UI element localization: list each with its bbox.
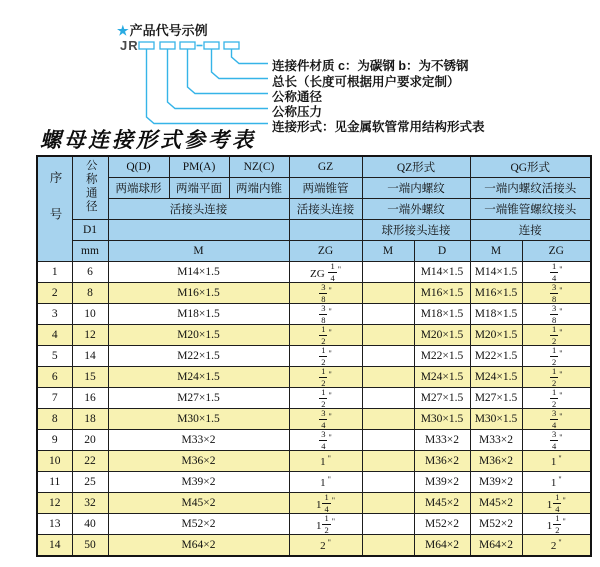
cell-qz-d: M30×1.5 [414,409,470,430]
cell-diameter-mm: 40 [72,514,108,535]
cell-diameter-mm: 22 [72,451,108,472]
cell-m-thread: M27×1.5 [108,388,289,409]
cell-qz-d: M33×2 [414,430,470,451]
table-row [37,304,591,325]
label-connection-form: 连接形式：见金属软管常用结构形式表 [272,120,485,134]
cell-serial: 8 [37,409,72,430]
header-code-pm: PM(A) [169,156,229,178]
cell-qg-m: M64×2 [470,535,522,557]
product-code-example-label: 产品代号示例 [129,23,208,38]
cell-qg-zg: 2 " [522,535,591,557]
header-left-connection: 活接头连接 [108,199,289,220]
table-row [37,325,591,346]
cell-m-thread: M30×1.5 [108,409,289,430]
cell-gz-zg: 2 " [289,535,362,557]
table-title: 螺母连接形式参考表 [40,127,256,152]
cell-qz-m [362,325,414,346]
cell-qz-d: M27×1.5 [414,388,470,409]
cell-diameter-mm: 25 [72,472,108,493]
cell-qg-zg: 1 $\frac{1}{2}$ " [522,514,591,535]
table-row [37,514,591,535]
cell-qz-d: M22×1.5 [414,346,470,367]
header-code-gz: GZ [289,156,362,178]
cell-qz-m [362,472,414,493]
cell-diameter-mm: 15 [72,367,108,388]
cell-serial: 12 [37,493,72,514]
header-diameter-label: 公称通径 [84,159,97,214]
cell-qz-m [362,304,414,325]
cell-qz-d: M64×2 [414,535,470,557]
header-code-qg: QG形式 [470,156,591,178]
header-qz-ends: 一端内螺纹 [362,178,470,199]
cell-qz-d: M52×2 [414,514,470,535]
cell-diameter-mm: 8 [72,283,108,304]
cell-qg-zg: 1 $\frac{1}{4}$ " [522,493,591,514]
cell-gz-zg: 1 " [289,451,362,472]
header-qz-ball-joint: 球形接头连接 [362,220,470,241]
cell-qg-m: M18×1.5 [470,304,522,325]
header-gz-ends: 两端锥管 [289,178,362,199]
table-row [37,388,591,409]
cell-serial: 11 [37,472,72,493]
cell-m-thread: M45×2 [108,493,289,514]
header-unit-m: M [108,241,289,262]
header-qg-connect: 连接 [470,220,591,241]
header-code-q: Q(D) [108,156,169,178]
cell-m-thread: M22×1.5 [108,346,289,367]
star-icon: ★ [117,23,129,38]
code-box-1 [139,42,154,49]
cell-serial: 1 [37,262,72,283]
cell-m-thread: M16×1.5 [108,283,289,304]
cell-qz-m [362,451,414,472]
cell-gz-zg: $\frac{1}{2}$ " [289,346,362,367]
cell-m-thread: M18×1.5 [108,304,289,325]
cell-serial: 3 [37,304,72,325]
header-code-qz: QZ形式 [362,156,470,178]
cell-gz-zg: $\frac{3}{4}$ " [289,430,362,451]
header-q-ends: 两端球形 [108,178,169,199]
cell-qz-d: M39×2 [414,472,470,493]
cell-qz-d: M16×1.5 [414,283,470,304]
nut-connection-reference-table [36,155,592,557]
cell-qz-m [362,283,414,304]
cell-qz-d: M20×1.5 [414,325,470,346]
cell-qz-m [362,262,414,283]
header-empty-left [108,220,289,241]
cell-qg-m: M27×1.5 [470,388,522,409]
table-header [37,156,591,262]
header-serial [37,156,72,262]
cell-qg-zg: 1 " [522,451,591,472]
cell-qg-m: M14×1.5 [470,262,522,283]
header-nz-ends: 两端内锥 [229,178,289,199]
cell-gz-zg: $\frac{3}{4}$ " [289,409,362,430]
cell-qg-zg: $\frac{3}{8}$ " [522,304,591,325]
cell-m-thread: M20×1.5 [108,325,289,346]
cell-qz-m [362,367,414,388]
cell-serial: 10 [37,451,72,472]
cell-qg-zg: $\frac{1}{4}$ " [522,262,591,283]
cell-diameter-mm: 50 [72,535,108,557]
cell-m-thread: M33×2 [108,430,289,451]
cell-qg-zg: $\frac{3}{4}$ " [522,430,591,451]
cell-gz-zg: $\frac{3}{8}$ " [289,304,362,325]
cell-qg-m: M39×2 [470,472,522,493]
code-box-2 [160,42,175,49]
cell-qz-m [362,514,414,535]
cell-qg-zg: 1 " [522,472,591,493]
code-box-5 [224,42,239,49]
cell-diameter-mm: 18 [72,409,108,430]
header-unit-mm: mm [72,241,108,262]
cell-gz-zg: $\frac{1}{2}$ " [289,325,362,346]
header-unit-qg-zg: ZG [522,241,591,262]
cell-qg-zg: $\frac{1}{2}$ " [522,346,591,367]
cell-qz-m [362,388,414,409]
cell-qg-zg: $\frac{3}{8}$ " [522,283,591,304]
cell-qg-m: M24×1.5 [470,367,522,388]
table-row [37,493,591,514]
label-nominal-pressure: 公称压力 [272,105,323,119]
cell-gz-zg: 1 $\frac{1}{4}$ " [289,493,362,514]
connector-line-material [232,49,269,64]
cell-m-thread: M64×2 [108,535,289,557]
cell-m-thread: M36×2 [108,451,289,472]
cell-serial: 13 [37,514,72,535]
header-diameter [72,156,108,220]
header-qz-connection: 一端外螺纹 [362,199,470,220]
cell-qg-m: M33×2 [470,430,522,451]
cell-qz-d: M45×2 [414,493,470,514]
cell-m-thread: M14×1.5 [108,262,289,283]
label-total-length: 总长（长度可根据用户要求定制） [272,74,460,89]
cell-qg-m: M22×1.5 [470,346,522,367]
cell-gz-zg: $\frac{1}{2}$ " [289,367,362,388]
cell-diameter-mm: 6 [72,262,108,283]
header-gz-connection: 活接头连接 [289,199,362,220]
header-qg-connection: 一端锥管螺纹接头 [470,199,591,220]
cell-qg-zg: $\frac{1}{2}$ " [522,367,591,388]
table-row [37,451,591,472]
cell-qg-zg: $\frac{1}{2}$ " [522,388,591,409]
label-connector-material: 连接件材质 c：为碳钢 b：为不锈钢 [272,59,469,73]
cell-serial: 6 [37,367,72,388]
cell-gz-zg: $\frac{3}{8}$ " [289,283,362,304]
cell-diameter-mm: 14 [72,346,108,367]
table-body [37,262,591,557]
code-box-4 [204,42,219,49]
connector-line-form [147,49,269,124]
cell-qg-m: M52×2 [470,514,522,535]
table-row [37,430,591,451]
label-nominal-diameter: 公称通径 [272,90,323,104]
cell-diameter-mm: 32 [72,493,108,514]
cell-serial: 5 [37,346,72,367]
cell-qg-m: M20×1.5 [470,325,522,346]
header-unit-qz-d: D [414,241,470,262]
cell-serial: 7 [37,388,72,409]
cell-qg-m: M36×2 [470,451,522,472]
cell-diameter-mm: 16 [72,388,108,409]
table-row [37,535,591,557]
cell-diameter-mm: 10 [72,304,108,325]
table-row [37,472,591,493]
cell-qg-zg: $\frac{1}{2}$ " [522,325,591,346]
cell-qg-m: M16×1.5 [470,283,522,304]
cell-diameter-mm: 12 [72,325,108,346]
cell-gz-zg: 1 $\frac{1}{2}$ " [289,514,362,535]
cell-qz-m [362,535,414,557]
table-row [37,283,591,304]
cell-gz-zg: $\frac{1}{2}$ " [289,388,362,409]
cell-gz-zg: 1 " [289,472,362,493]
cell-m-thread: M24×1.5 [108,367,289,388]
header-unit-zg: ZG [289,241,362,262]
cell-m-thread: M52×2 [108,514,289,535]
cell-qg-m: M45×2 [470,493,522,514]
code-box-3 [180,42,195,49]
table-row [37,262,591,283]
cell-serial: 14 [37,535,72,557]
header-qg-ends: 一端内螺纹活接头 [470,178,591,199]
cell-serial: 4 [37,325,72,346]
header-empty-gz [289,220,362,241]
cell-m-thread: M39×2 [108,472,289,493]
header-serial-label: 序号 [48,171,62,244]
header-code-nz: NZ(C) [229,156,289,178]
cell-qz-m [362,346,414,367]
cell-qz-d: M36×2 [414,451,470,472]
cell-qz-m [362,430,414,451]
table-row [37,367,591,388]
header-pm-ends: 两端平面 [169,178,229,199]
cell-qz-d: M24×1.5 [414,367,470,388]
cell-qz-d: M14×1.5 [414,262,470,283]
product-code-prefix: JR [120,38,139,53]
cell-gz-zg: ZG $\frac{1}{4}$ " [289,262,362,283]
cell-serial: 9 [37,430,72,451]
table-row [37,409,591,430]
cell-qg-m: M30×1.5 [470,409,522,430]
cell-qz-m [362,493,414,514]
cell-serial: 2 [37,283,72,304]
header-unit-qg-m: M [470,241,522,262]
header-unit-qz-m: M [362,241,414,262]
cell-qg-zg: $\frac{3}{4}$ " [522,409,591,430]
cell-diameter-mm: 20 [72,430,108,451]
header-d1: D1 [72,220,108,241]
connector-line-diameter [188,49,269,94]
cell-qz-m [362,409,414,430]
cell-qz-d: M18×1.5 [414,304,470,325]
table-row [37,346,591,367]
